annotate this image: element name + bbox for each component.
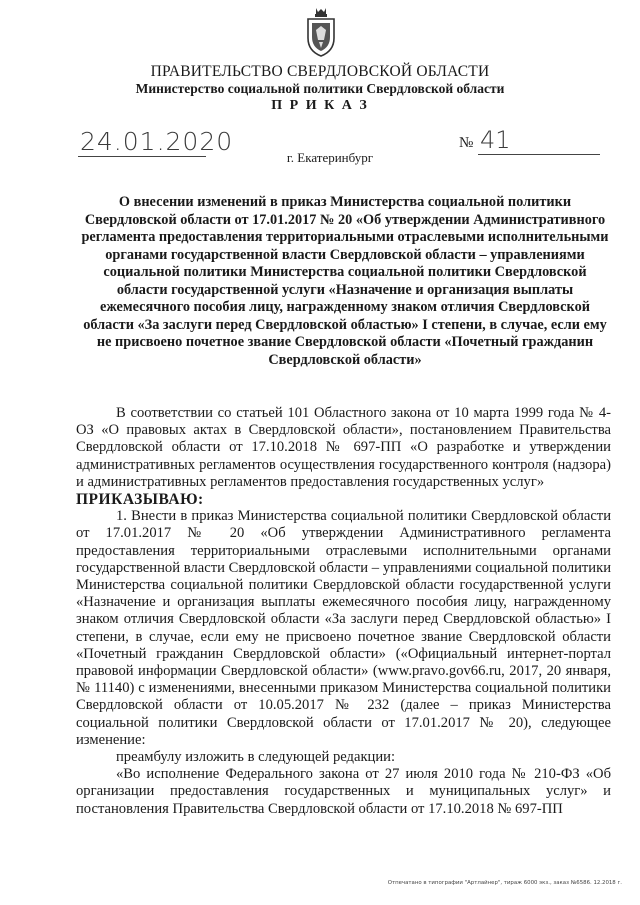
coat-of-arms-icon — [304, 6, 338, 58]
government-title: ПРАВИТЕЛЬСТВО СВЕРДЛОВСКОЙ ОБЛАСТИ — [150, 63, 490, 80]
preamble-paragraph: В соответствии со статьей 101 Областного закона от 10 марта 1999 года № 4-ОЗ «О правовых актах в Свердловской области», постановлением Правительства Свердловской области от 17.10.2018 № 697-ПП «О разработке и утверждении административных регламентов осуществления государственного контроля (надзора) и административных регламентов предоставления государственных услуг» — [76, 405, 611, 490]
document-subject: О внесении изменений в приказ Министерства социальной политики Свердловской области от 17.01.2017 № 20 «Об утверждении Административного регламента предоставления территориальными отраслевыми исполнительными органами государственной власти Свердловской области – управлениями социальной политики Министерства социальной политики Свердловской области государственной услуги «Назначение и организация выплаты ежемесячного пособия лицу, награжденному знаком отличия Свердловской области «За заслуги перед Свердловской областью» I степени, в случае, если ему не присвоено почетное звание Свердловской области «Почетный гражданин Свердловской области» — [81, 194, 609, 368]
preamble-change-paragraph: преамбулу изложить в следующей редакции: — [116, 749, 396, 766]
city: г. Екатеринбург — [286, 150, 374, 165]
orders-heading: ПРИКАЗЫВАЮ: — [76, 491, 204, 509]
document-type: П Р И К А З — [271, 98, 369, 113]
quote-paragraph: «Во исполнение Федерального закона от 27 июля 2010 года № 210-ФЗ «Об организации предоставления государственных и муниципальных услуг» и постановления Правительства Свердловской области от 17.10.2018 № 697-ПП — [76, 766, 611, 817]
printer-note: Отпечатано в типографии "Артлайнер", тираж 6000 экз., заказ №6586. 12.2018 г. — [387, 880, 622, 886]
document-date: 24.01.2020 — [80, 127, 234, 156]
item-1-paragraph: 1. Внести в приказ Министерства социальной политики Свердловской области от 17.01.2017 № 20 «Об утверждении Административного регламента предоставления территориальными отраслевыми исполнительными органами государственной власти Свердловской области – управлениями социальной политики Министерства социальной политики Свердловской области государственной услуги «Назначение и организация выплаты ежемесячного пособия лицу, награжденному знаком отличия Свердловской области «За заслуги перед Свердловской областью» I степени, в случае, если ему не присвоено почетное звание Свердловской области «Почетный гражданин Свердловской области» («Официальный интернет-портал правовой информации Свердловской области» (www.pravo.gov66.ru, 2017, 20 января, № 11140) с изменениями, внесенными приказом Министерства социальной политики Свердловской области от 10.05.2017 № 232 (далее – приказ Министерства социальной политики Свердловской области от 17.01.2017 № 20), следующее изменение: — [76, 508, 611, 748]
document-body — [76, 405, 611, 818]
document-number: 41 — [480, 126, 511, 154]
ministry-name: Министерство социальной политики Свердловской области — [135, 81, 505, 96]
number-sign: № — [459, 135, 474, 151]
